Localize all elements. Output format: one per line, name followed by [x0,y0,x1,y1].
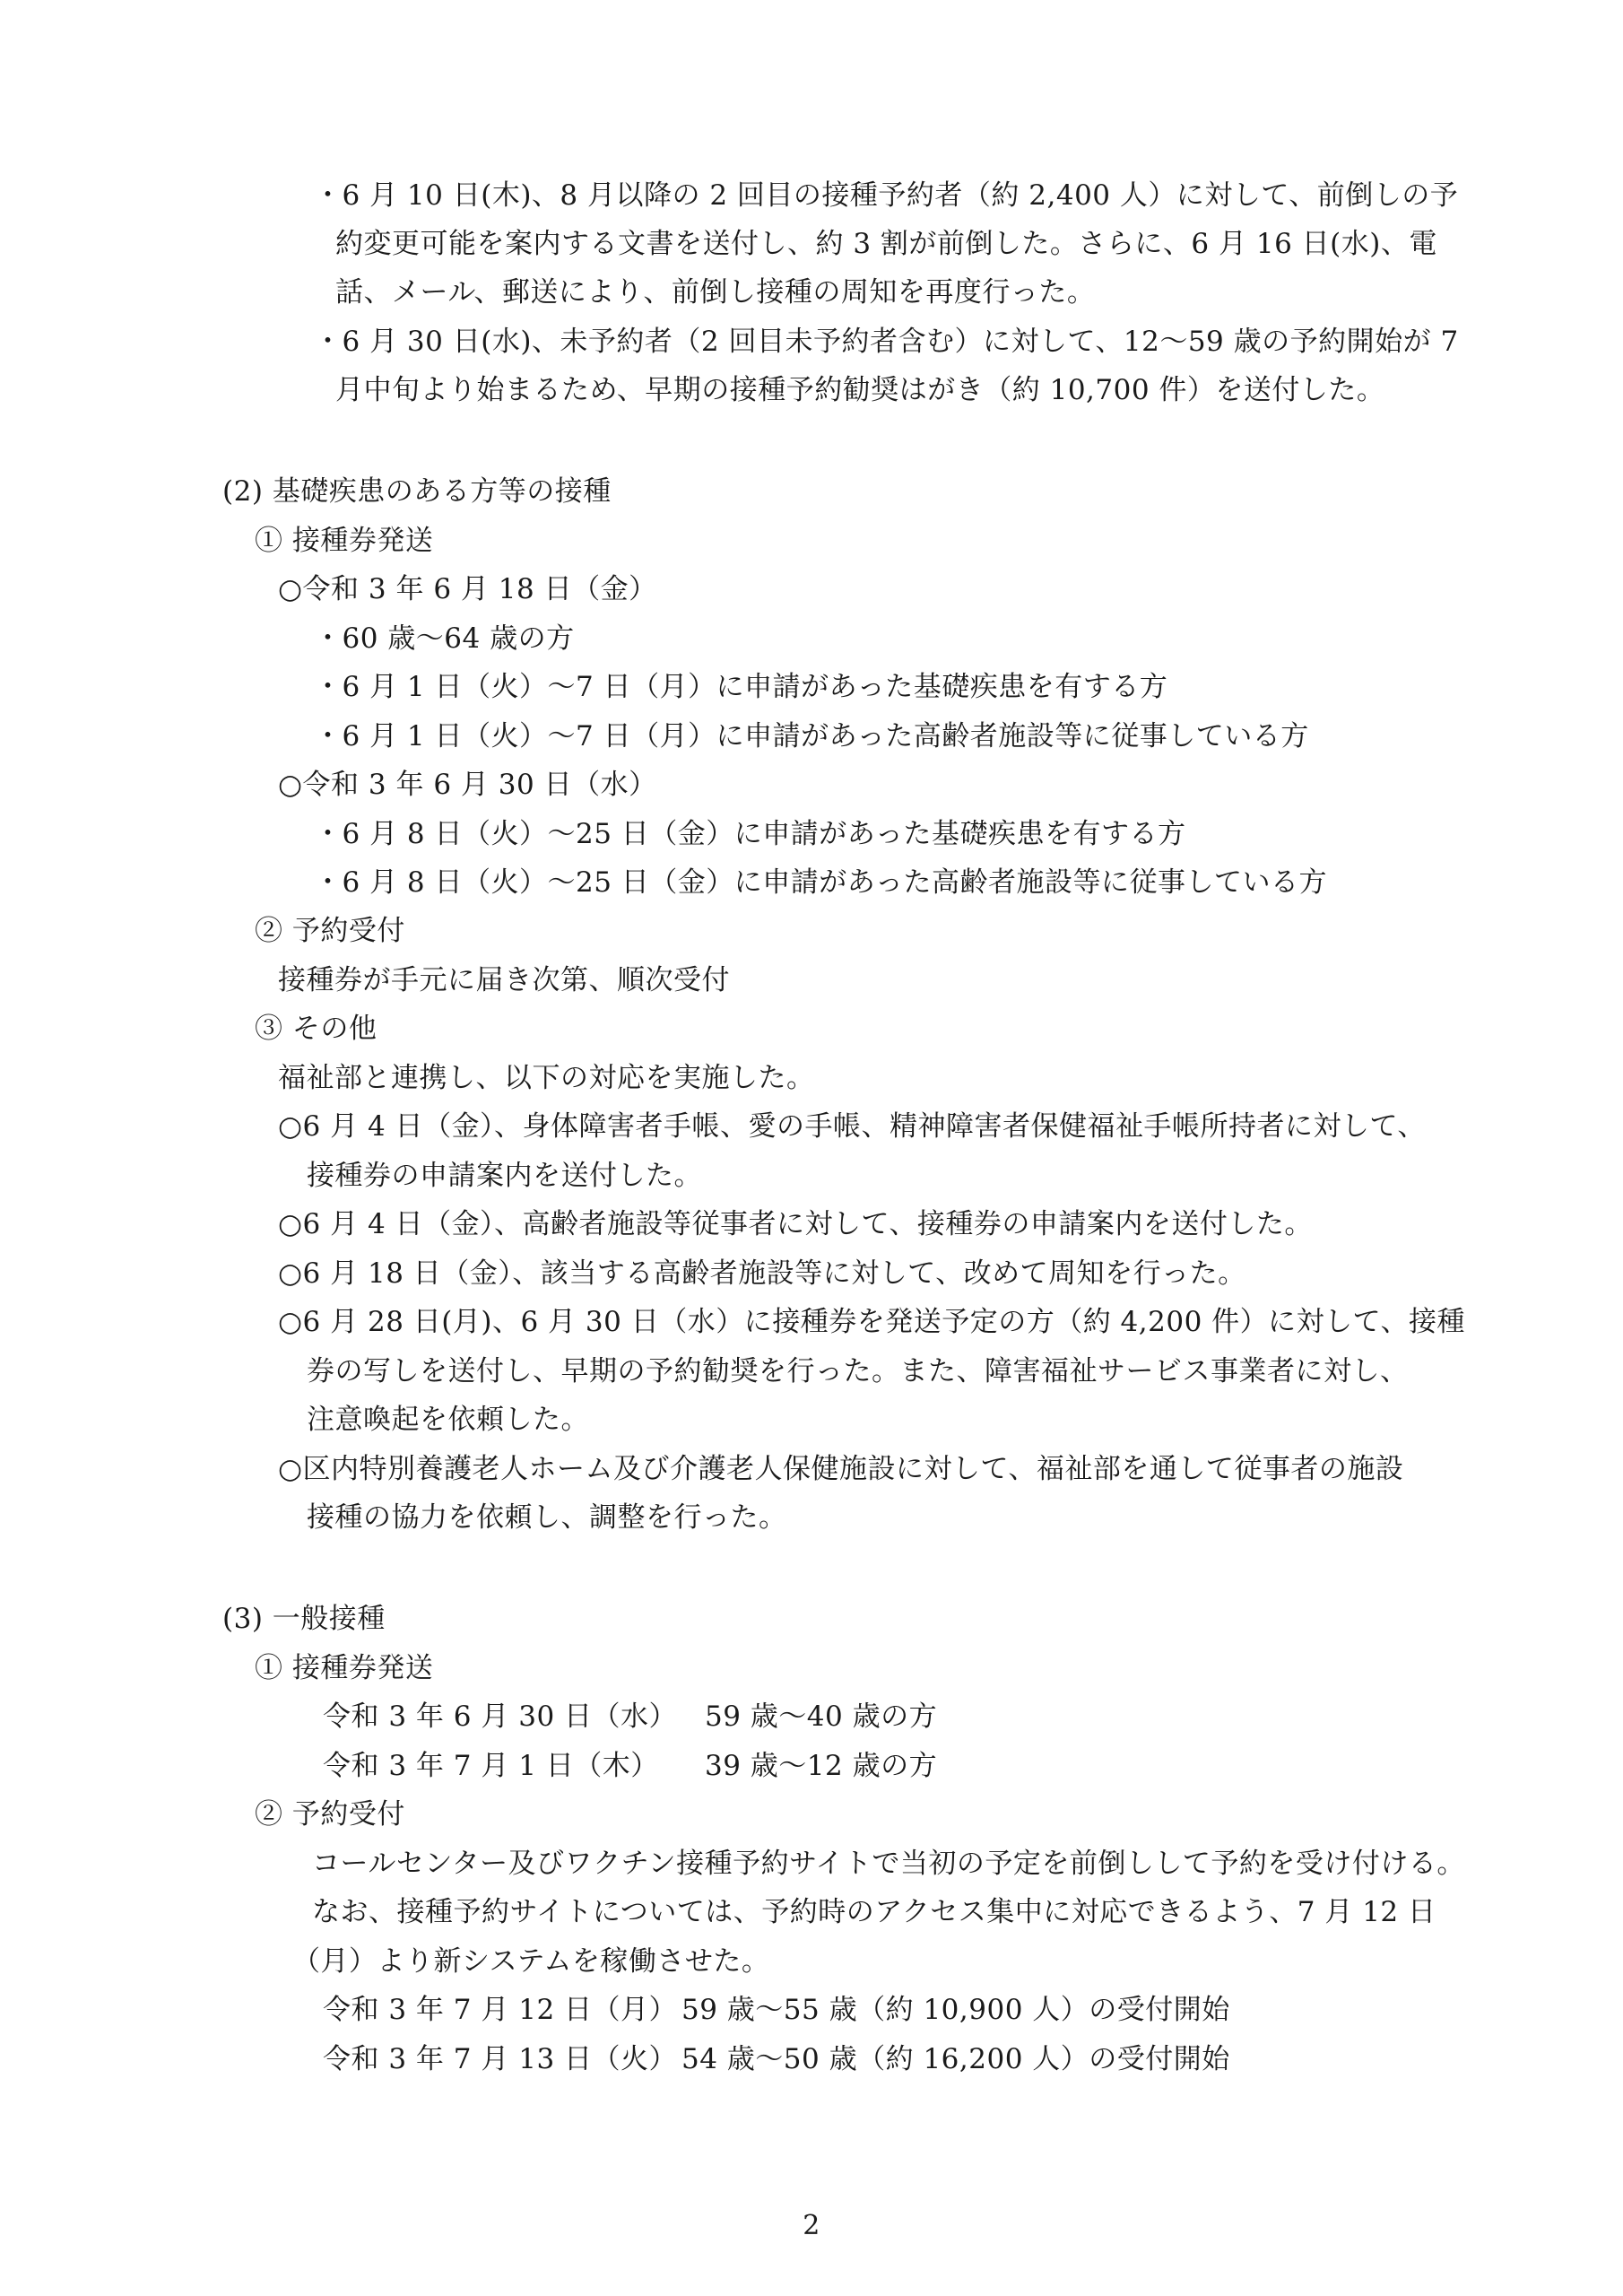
subsection-heading: ① 接種券発送 [255,1652,434,1684]
schedule-date: 令和 3 年 7 月 12 日（月） [323,1994,678,2026]
list-item: 接種の協力を依頼し、調整を行った。 [307,1501,787,1534]
list-item: 注意喚起を依頼した。 [307,1404,589,1436]
schedule-target: 54 歳〜50 歳（約 16,200 人）の受付開始 [681,2043,1230,2075]
list-item: ・6 月 8 日（火）〜25 日（金）に申請があった高齢者施設等に従事している方 [314,866,1327,899]
page-number: 2 [803,2210,820,2241]
bullet-line: ・6 月 30 日(水)、未予約者（2 回目未予約者含む）に対して、12〜59 歳の予約開始が 7 [314,326,1459,358]
list-item: ○6 月 4 日（金）、身体障害者手帳、愛の手帳、精神障害者保健福祉手帳所持者に対して、 [278,1110,1426,1143]
subsection-heading: ② 予約受付 [255,915,405,947]
bullet-line: ・6 月 10 日(木)、8 月以降の 2 回目の接種予約者（約 2,400 人）に対して、前倒しの予 [314,179,1459,212]
paragraph: 福祉部と連携し、以下の対応を実施した。 [278,1062,815,1094]
date-group-title: ○令和 3 年 6 月 30 日（水） [278,769,657,801]
schedule-date: 令和 3 年 7 月 1 日（木） [323,1750,659,1782]
bullet-line: 月中旬より始まるため、早期の接種予約勧奨はがき（約 10,700 件）を送付した。 [335,374,1385,406]
schedule-target: 59 歳〜40 歳の方 [705,1700,938,1733]
list-item: ・6 月 1 日（火）〜7 日（月）に申請があった基礎疾患を有する方 [314,671,1168,703]
paragraph: なお、接種予約サイトについては、予約時のアクセス集中に対応できるよう、7 月 12 日 [312,1896,1436,1928]
schedule-date: 令和 3 年 7 月 13 日（火） [323,2043,678,2075]
list-item: 接種券の申請案内を送付した。 [307,1160,702,1192]
list-item: ・6 月 8 日（火）〜25 日（金）に申請があった基礎疾患を有する方 [314,818,1186,850]
list-item: 券の写しを送付し、早期の予約勧奨を行った。また、障害福祉サービス事業者に対し、 [307,1355,1409,1387]
list-item: ○6 月 18 日（金）、該当する高齢者施設等に対して、改めて周知を行った。 [278,1257,1246,1290]
schedule-target: 59 歳〜55 歳（約 10,900 人）の受付開始 [681,1994,1230,2026]
subsection-heading: ③ その他 [255,1013,378,1045]
list-item: ○区内特別養護老人ホーム及び介護老人保健施設に対して、福祉部を通して従事者の施設 [278,1453,1404,1485]
list-item: ○6 月 4 日（金）、高齢者施設等従事者に対して、接種券の申請案内を送付した。 [278,1208,1313,1240]
paragraph: 接種券が手元に届き次第、順次受付 [278,964,730,996]
bullet-line: 約変更可能を案内する文書を送付し、約 3 割が前倒した。さらに、6 月 16 日(水)、電 [335,228,1437,260]
schedule-target: 39 歳〜12 歳の方 [705,1750,938,1782]
list-item: ○6 月 28 日(月)、6 月 30 日（水）に接種券を発送予定の方（約 4,200 件）に対して、接種 [278,1306,1466,1338]
list-item: ・6 月 1 日（火）〜7 日（月）に申請があった高齢者施設等に従事している方 [314,720,1309,752]
subsection-heading: ② 予約受付 [255,1798,405,1831]
section-heading: (2) 基礎疾患のある方等の接種 [222,475,612,508]
bullet-line: 話、メール、郵送により、前倒し接種の周知を再度行った。 [335,276,1096,309]
section-heading: (3) 一般接種 [222,1603,386,1635]
date-group-title: ○令和 3 年 6 月 18 日（金） [278,573,657,605]
paragraph: コールセンター及びワクチン接種予約サイトで当初の予定を前倒しして予約を受け付ける。 [312,1848,1465,1880]
subsection-heading: ① 接種券発送 [255,525,434,557]
list-item: ・60 歳〜64 歳の方 [314,622,575,655]
schedule-date: 令和 3 年 6 月 30 日（水） [323,1700,678,1733]
paragraph: （月）より新システムを稼働させた。 [292,1945,770,1978]
